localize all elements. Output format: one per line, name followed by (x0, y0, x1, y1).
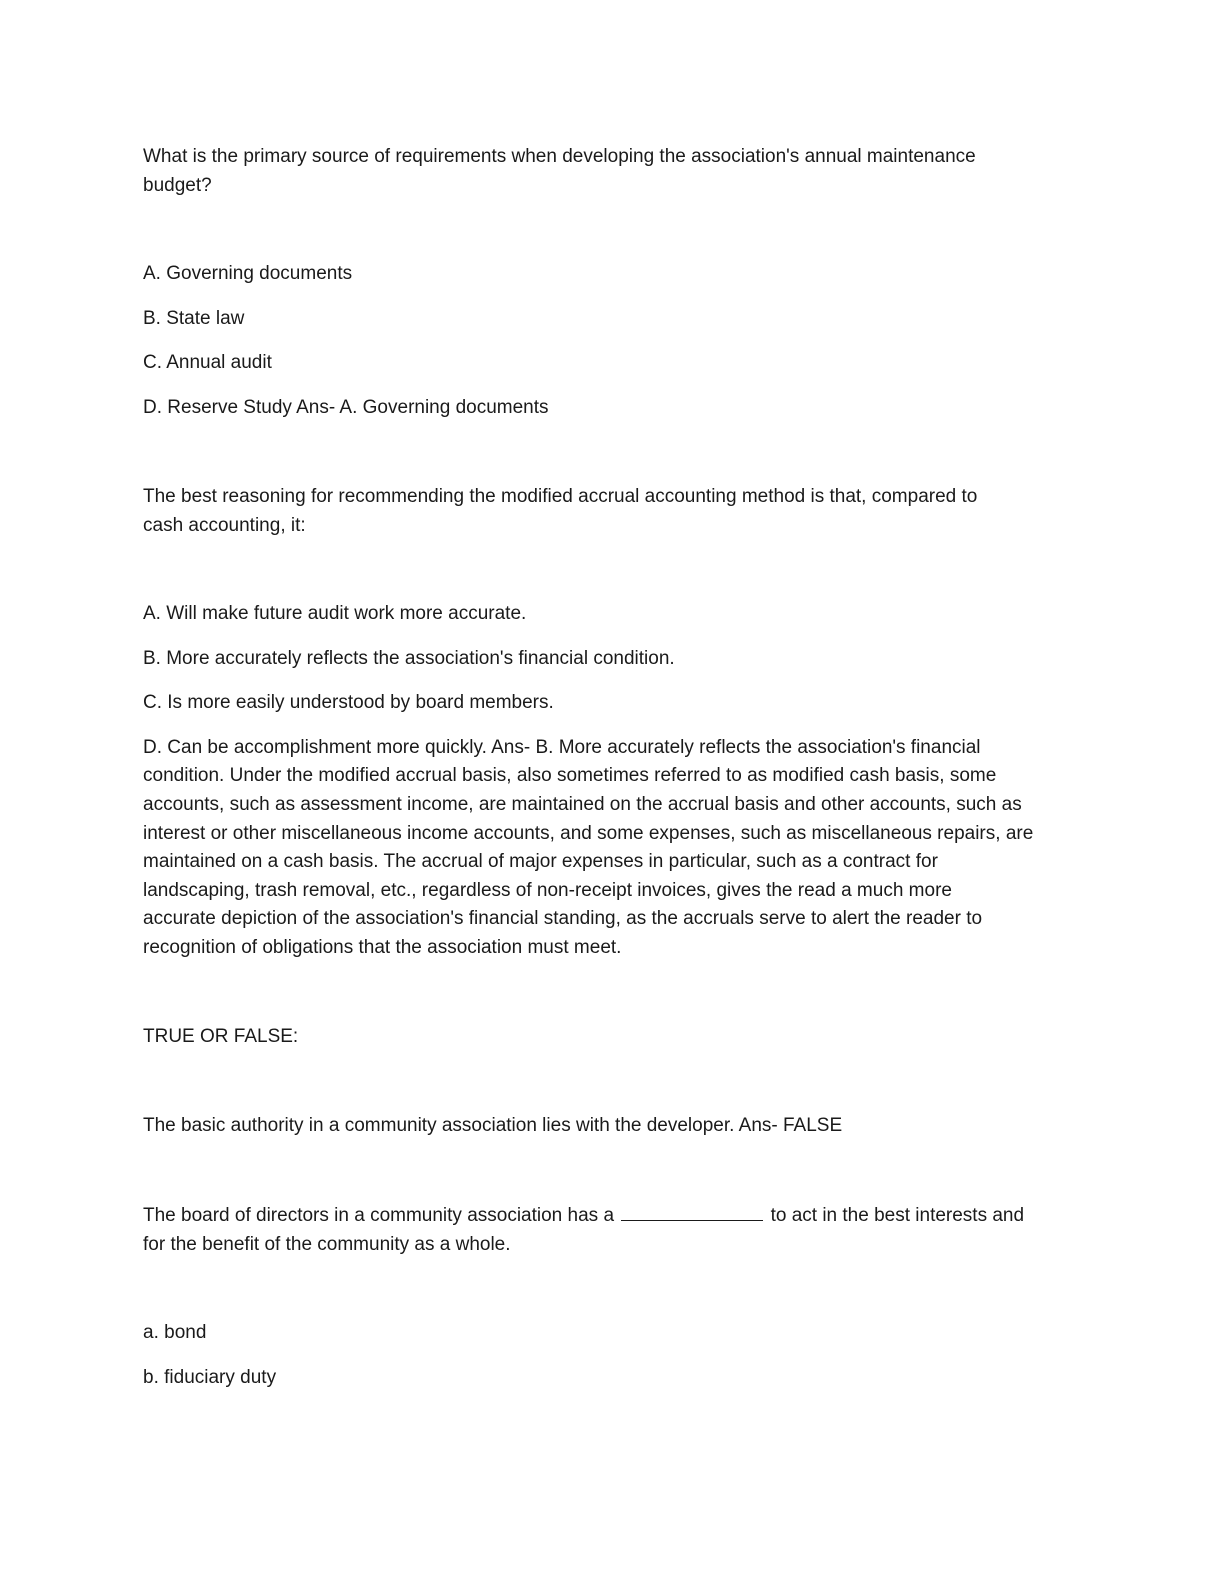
q4-question-pre: The board of directors in a community association has a (143, 1205, 615, 1226)
q4-question-post: to act in the best interests and (770, 1205, 1025, 1226)
fill-in-blank (621, 1202, 763, 1221)
q2-option-d-line-2: condition. Under the modified accrual basis, also sometimes referred to as modified cash basis, some (143, 765, 997, 786)
q4-question-line-2: for the benefit of the community as a whole. (143, 1234, 511, 1255)
q4-option-b: b. fiduciary duty (143, 1367, 277, 1388)
true-or-false-heading: TRUE OR FALSE: (143, 1026, 299, 1047)
q1-option-a: A. Governing documents (143, 263, 353, 284)
q2-option-d-line-1: D. Can be accomplishment more quickly. Ans- B. More accurately reflects the association's financial (143, 737, 981, 758)
q2-option-a: A. Will make future audit work more accurate. (143, 603, 527, 624)
q2-option-d-line-7: accurate depiction of the association's financial standing, as the accruals serve to alert the reader to (143, 908, 983, 929)
q2-option-d-line-5: maintained on a cash basis. The accrual of major expenses in particular, such as a contract for (143, 851, 938, 872)
q1-question-line-1: What is the primary source of requirements when developing the association's annual maintenance (143, 146, 976, 167)
q2-question-line-2: cash accounting, it: (143, 515, 306, 536)
q2-option-d-line-6: landscaping, trash removal, etc., regardless of non-receipt invoices, gives the read a much more (143, 880, 952, 901)
q2-option-c: C. Is more easily understood by board members. (143, 692, 554, 713)
q1-option-b: B. State law (143, 308, 245, 329)
q2-option-d-line-4: interest or other miscellaneous income accounts, and some expenses, such as miscellaneous repairs, are (143, 823, 1034, 844)
q3-statement-answer: The basic authority in a community association lies with the developer. Ans- FALSE (143, 1115, 843, 1136)
q2-option-d-line-8: recognition of obligations that the association must meet. (143, 937, 622, 958)
q1-question-line-2: budget? (143, 175, 212, 196)
q2-option-b: B. More accurately reflects the association's financial condition. (143, 648, 675, 669)
q1-option-d-answer: D. Reserve Study Ans- A. Governing documents (143, 397, 549, 418)
q4-question-line-1 (143, 1201, 1078, 1230)
q2-question-line-1: The best reasoning for recommending the modified accrual accounting method is that, compared to (143, 486, 978, 507)
q1-option-c: C. Annual audit (143, 352, 272, 373)
q2-option-d-line-3: accounts, such as assessment income, are maintained on the accrual basis and other accounts, such as (143, 794, 1022, 815)
q4-option-a: a. bond (143, 1322, 207, 1343)
